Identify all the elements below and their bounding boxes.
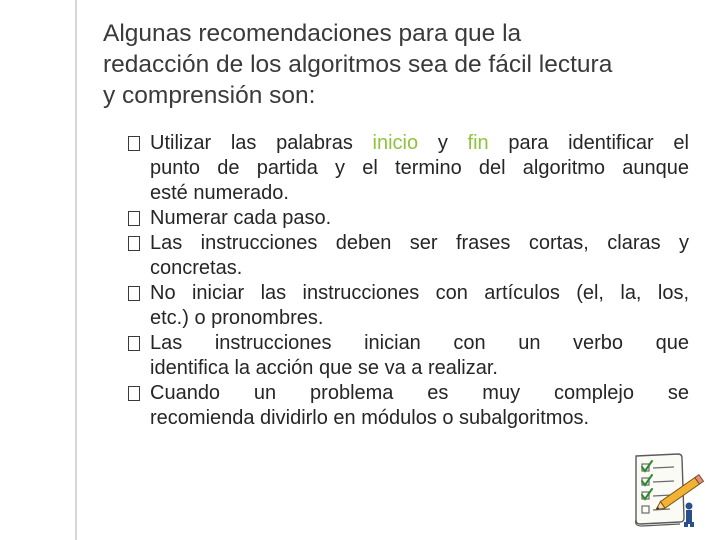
bullet-line: esté numerado. — [150, 182, 289, 204]
slide-title — [103, 18, 703, 111]
bullet-box-icon — [128, 386, 140, 401]
bullet-item — [128, 206, 689, 231]
bullet-box-icon — [128, 236, 140, 251]
bullet-item — [128, 231, 689, 281]
bullet-box-icon — [128, 136, 140, 151]
bullet-list — [128, 131, 689, 431]
bullet-text: para identificar el — [488, 132, 689, 154]
highlight-word-inicio: inicio — [372, 132, 419, 154]
title-line-2: redacción de los algoritmos sea de fácil lectura — [103, 51, 613, 78]
bullet-line: Las instrucciones deben ser frases cortas, claras y — [150, 232, 689, 254]
bullet-item — [128, 281, 689, 331]
bullet-line: No iniciar las instrucciones con artículos (el, la, los, — [150, 282, 689, 304]
bullet-line: recomienda dividirlo en módulos o subalgoritmos. — [150, 407, 590, 429]
title-line-1: Algunas recomendaciones para que la — [103, 20, 522, 47]
bullet-item — [128, 331, 689, 381]
bullet-box-icon — [128, 286, 140, 301]
bullet-line: identifica la acción que se va a realizar. — [150, 357, 498, 379]
bullet-line: Numerar cada paso. — [150, 207, 332, 229]
bullet-line — [150, 131, 689, 156]
bullet-line: Cuando un problema es muy complejo se — [150, 382, 689, 404]
slide-accent-line — [75, 0, 77, 540]
bullet-box-icon — [128, 211, 140, 226]
bullet-line: etc.) o pronombres. — [150, 307, 324, 329]
bullet-text: y — [418, 132, 468, 154]
bullet-item — [128, 131, 689, 206]
bullet-text: Utilizar las palabras — [150, 132, 373, 154]
highlight-word-fin: fin — [467, 132, 489, 154]
bullet-box-icon — [128, 336, 140, 351]
title-line-3: y comprensión son: — [103, 82, 316, 109]
bullet-item — [128, 381, 689, 431]
bullet-line: punto de partida y el termino del algoritmo aunque — [150, 157, 689, 179]
checklist-pencil-icon — [628, 452, 706, 528]
bullet-line: concretas. — [150, 257, 243, 279]
bullet-line: Las instrucciones inician con un verbo que — [150, 332, 689, 354]
